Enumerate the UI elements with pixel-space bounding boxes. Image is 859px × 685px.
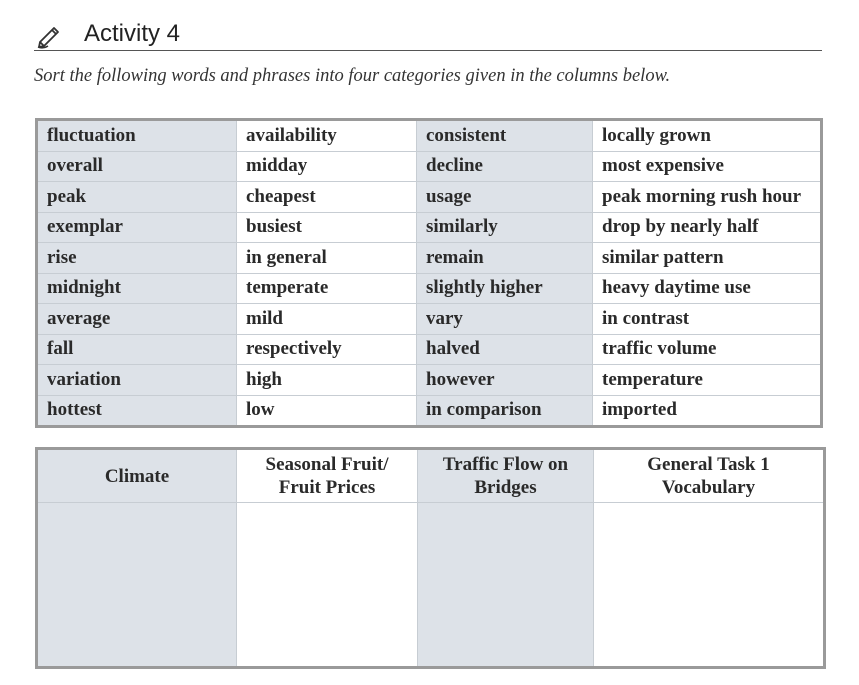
word-cell: hottest [37,395,237,427]
category-answer-column[interactable] [37,503,237,668]
word-cell: halved [417,334,593,365]
category-header-line: Traffic Flow on [442,454,569,475]
word-cell: heavy daytime use [593,273,822,304]
word-cell: mild [237,304,417,335]
category-header-vocabulary [594,449,825,503]
category-table [35,447,826,669]
table-row [37,182,822,213]
word-cell: busiest [237,212,417,243]
header-divider [34,50,822,51]
word-cell: remain [417,243,593,274]
table-row [37,243,822,274]
word-cell: locally grown [593,120,822,152]
category-answer-column[interactable] [237,503,418,668]
word-cell: usage [417,182,593,213]
instruction-text: Sort the following words and phrases into four categories given in the columns below. [34,66,671,86]
table-row [37,212,822,243]
category-header-line: Fruit Prices [278,477,376,498]
table-row [37,120,822,152]
word-cell: vary [417,304,593,335]
word-cell: availability [237,120,417,152]
word-cell: consistent [417,120,593,152]
word-cell: in comparison [417,395,593,427]
word-cell: traffic volume [593,334,822,365]
table-row [37,273,822,304]
word-cell: similar pattern [593,243,822,274]
word-cell: most expensive [593,151,822,182]
table-row [37,334,822,365]
word-cell: midday [237,151,417,182]
category-answer-column[interactable] [418,503,594,668]
word-cell: variation [37,365,237,396]
activity-header [34,18,822,52]
word-cell: low [237,395,417,427]
word-cell: exemplar [37,212,237,243]
category-header-line: Vocabulary [661,477,756,498]
word-cell: cheapest [237,182,417,213]
page-title: Activity 4 [84,20,181,47]
table-row [37,304,822,335]
table-row [37,395,822,427]
word-cell: respectively [237,334,417,365]
word-cell: similarly [417,212,593,243]
word-cell: overall [37,151,237,182]
word-cell: peak morning rush hour [593,182,822,213]
table-row [37,151,822,182]
word-cell: peak [37,182,237,213]
word-cell: slightly higher [417,273,593,304]
word-cell: rise [37,243,237,274]
word-cell: high [237,365,417,396]
word-cell: decline [417,151,593,182]
table-row [37,365,822,396]
word-cell: midnight [37,273,237,304]
word-cell: temperate [237,273,417,304]
category-header-fruit [237,449,418,503]
category-answer-column[interactable] [594,503,825,668]
word-cell: drop by nearly half [593,212,822,243]
word-cell: fluctuation [37,120,237,152]
word-table [35,118,823,428]
category-header-traffic [418,449,594,503]
word-cell: fall [37,334,237,365]
category-header-line: Seasonal Fruit/ [265,454,389,475]
word-cell: temperature [593,365,822,396]
word-cell: imported [593,395,822,427]
word-cell: in general [237,243,417,274]
word-cell: in contrast [593,304,822,335]
category-header-line: Bridges [474,477,537,498]
word-cell: however [417,365,593,396]
category-header-climate [37,449,237,503]
pencil-icon [34,20,64,50]
category-header-line: General Task 1 [647,454,770,475]
word-cell: average [37,304,237,335]
category-header-line: Climate [104,465,170,487]
